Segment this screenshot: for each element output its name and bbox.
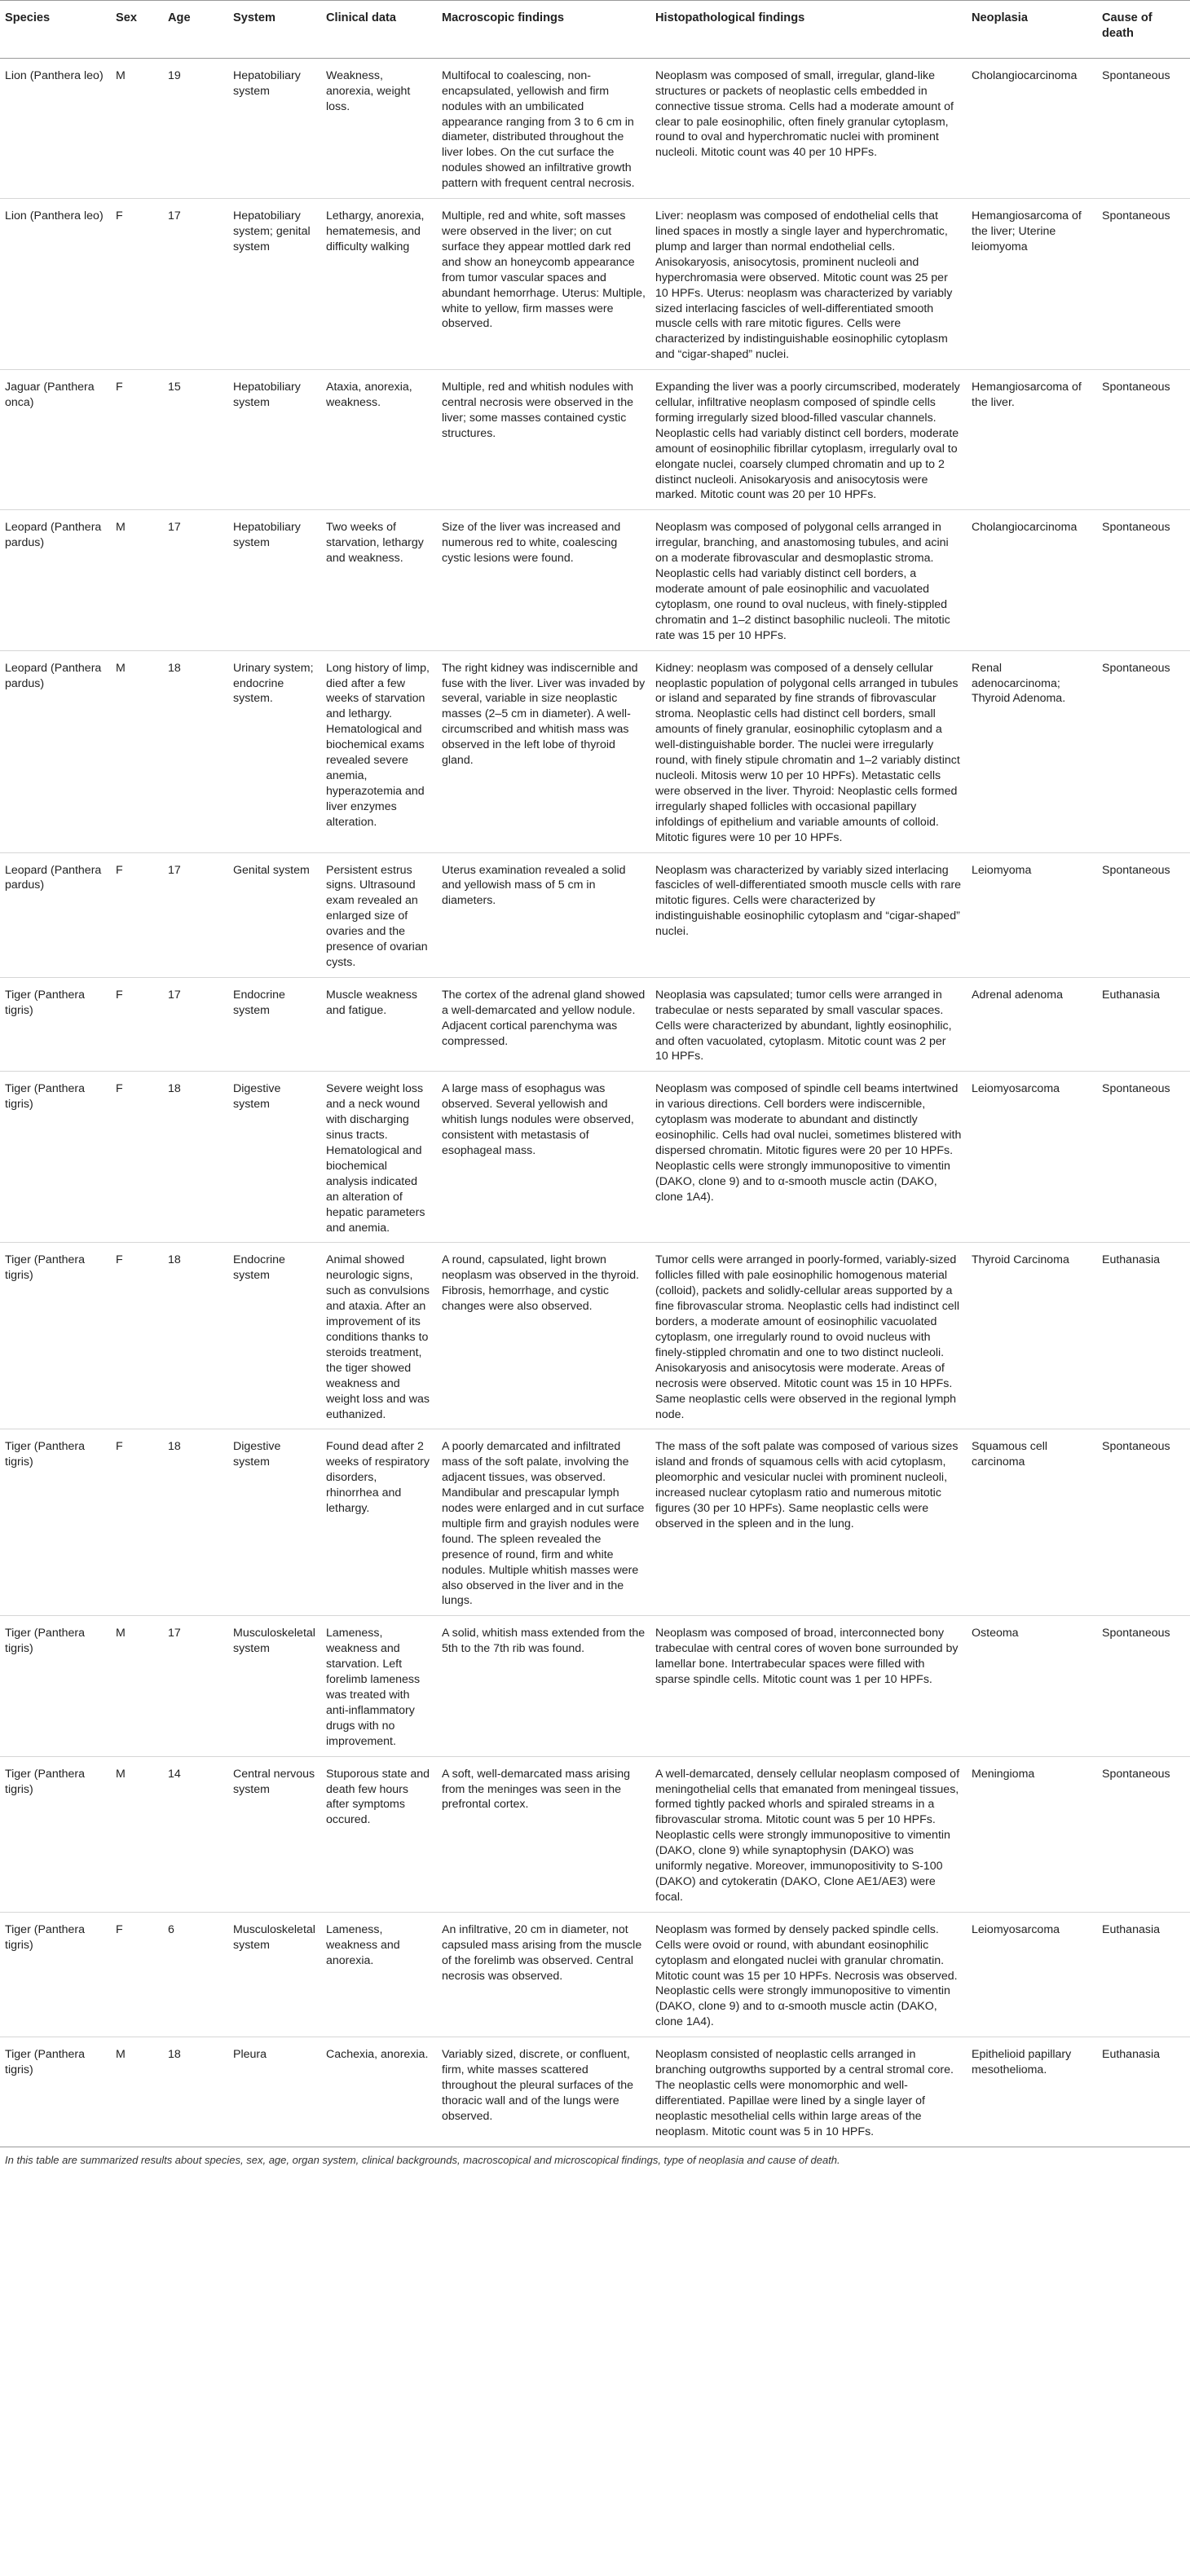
cell-age: 17: [163, 977, 228, 1072]
cell-clinical: Cachexia, anorexia.: [321, 2037, 437, 2147]
cell-age: 18: [163, 1429, 228, 1616]
cell-sex: M: [111, 510, 163, 650]
cell-cause: Spontaneous: [1097, 1429, 1190, 1616]
table-row: [0, 1243, 1190, 1429]
cell-age: 18: [163, 650, 228, 852]
cell-age: 17: [163, 199, 228, 370]
cell-sex: F: [111, 1243, 163, 1429]
cell-histopathological: Neoplasm was composed of small, irregular, gland-like structures or packets of neoplastic cells embedded in connective tissue stroma. Cells had a moderate amount of clear to pale eosinophilic, often finely granular cytoplasm, round to oval and hyperchromatic nuclei with prominent nucleoli. Mitotic count was 40 per 10 HPFs.: [650, 58, 967, 198]
cell-cause: Euthanasia: [1097, 1243, 1190, 1429]
cell-species: Tiger (Panthera tigris): [0, 1756, 111, 1912]
cell-system: Musculoskeletal system: [228, 1912, 321, 2037]
table-row: [0, 1912, 1190, 2037]
cell-cause: Spontaneous: [1097, 852, 1190, 977]
cell-histopathological: Kidney: neoplasm was composed of a densely cellular neoplastic population of polygonal cells arranged in tubules or island and separated by fine strands of fibrovascular stroma. Neoplastic cells had distinct cell borders, small amounts of finely granular, eosinophilic cytoplasm and a well-distinguishable border. The nuclei were irregularly round, with finely stipule chromatin and 1–2 variably distinct nucleoli. Mitosis werw 10 per 10 HPFs). Metastatic cells were observed in the liver. Thyroid: Neoplastic cells formed irregularly shaped follicles with occasional papillary infoldings of epithelium and variable amounts of colloid. Mitotic figures were 10 per 10 HPFs.: [650, 650, 967, 852]
cell-cause: Spontaneous: [1097, 58, 1190, 198]
cell-clinical: Severe weight loss and a neck wound with discharging sinus tracts. Hematological and biochemical analysis indicated an alteration of hepatic parameters and anemia.: [321, 1072, 437, 1243]
cell-age: 17: [163, 510, 228, 650]
cell-clinical: Lameness, weakness and starvation. Left forelimb lameness was treated with anti-inflammatory drugs with no improvement.: [321, 1616, 437, 1756]
cell-histopathological: Neoplasm consisted of neoplastic cells arranged in branching outgrowths supported by a central stromal core. The neoplastic cells were monomorphic and well-differentiated. Papillae were lined by a single layer of neoplastic mesothelial cells within large areas of the neoplasm. Mitotic count was 5 in 10 HPFs.: [650, 2037, 967, 2147]
header-histopathological: Histopathological findings: [650, 1, 967, 59]
cell-macroscopic: A large mass of esophagus was observed. Several yellowish and whitish lungs nodules were observed, consistent with metastasis of esophageal mass.: [437, 1072, 650, 1243]
cell-macroscopic: A poorly demarcated and infiltrated mass of the soft palate, involving the adjacent tissues, was observed. Mandibular and prescapular lymph nodes were enlarged and in cut surface multiple firm and grayish nodules were found. The spleen revealed the presence of round, firm and white nodules. Multiple whitish masses were also observed in the liver and in the lungs.: [437, 1429, 650, 1616]
cell-species: Tiger (Panthera tigris): [0, 1616, 111, 1756]
cell-neoplasia: Cholangiocarcinoma: [967, 510, 1097, 650]
cell-system: Hepatobiliary system; genital system: [228, 199, 321, 370]
table-row: [0, 199, 1190, 370]
cell-neoplasia: Renal adenocarcinoma; Thyroid Adenoma.: [967, 650, 1097, 852]
cell-histopathological: Liver: neoplasm was composed of endothelial cells that lined spaces in mostly a single layer and hyperchromatic, plump and larger than normal endothelial cells. Anisokaryosis, anisocytosis, prominent nucleoli and hyperchromasia were observed. Mitotic count was 25 per 10 HPFs. Uterus: neoplasm was characterized by variably sized interlacing fascicles of well-differentiated smooth muscle cells with rare mitotic figures. Cells were characterized by indistinguishable eosinophilic cytoplasm and “cigar-shaped” nuclei.: [650, 199, 967, 370]
cell-sex: F: [111, 199, 163, 370]
cell-clinical: Lethargy, anorexia, hematemesis, and difficulty walking: [321, 199, 437, 370]
cell-species: Leopard (Panthera pardus): [0, 510, 111, 650]
cell-age: 17: [163, 1616, 228, 1756]
cell-neoplasia: Meningioma: [967, 1756, 1097, 1912]
cell-sex: F: [111, 1429, 163, 1616]
cell-neoplasia: Epithelioid papillary mesothelioma.: [967, 2037, 1097, 2147]
cell-macroscopic: Variably sized, discrete, or confluent, firm, white masses scattered throughout the pleural surfaces of the thoracic wall and of the lungs were observed.: [437, 2037, 650, 2147]
header-clinical: Clinical data: [321, 1, 437, 59]
cell-sex: M: [111, 2037, 163, 2147]
cell-histopathological: Neoplasm was composed of broad, interconnected bony trabeculae with central cores of woven bone surrounded by lamellar bone. Intertrabecular spaces were filled with sparse spindle cells. Mitotic count was 1 per 10 HPFs.: [650, 1616, 967, 1756]
cell-macroscopic: A round, capsulated, light brown neoplasm was observed in the thyroid. Fibrosis, hemorrhage, and cystic changes were also observed.: [437, 1243, 650, 1429]
cell-clinical: Two weeks of starvation, lethargy and weakness.: [321, 510, 437, 650]
cell-histopathological: Neoplasia was capsulated; tumor cells were arranged in trabeculae or nests separated by small vascular spaces. Cells were characterized by abundant, lightly eosinophilic, and often vacuolated, cytoplasm. Mitotic count was 2 per 10 HPFs.: [650, 977, 967, 1072]
cell-sex: F: [111, 370, 163, 510]
cell-species: Tiger (Panthera tigris): [0, 977, 111, 1072]
cell-cause: Spontaneous: [1097, 370, 1190, 510]
header-sex: Sex: [111, 1, 163, 59]
header-row: [0, 1, 1190, 59]
cell-system: Hepatobiliary system: [228, 58, 321, 198]
cell-system: Endocrine system: [228, 1243, 321, 1429]
cell-neoplasia: Squamous cell carcinoma: [967, 1429, 1097, 1616]
header-cause: Cause of death: [1097, 1, 1190, 59]
table-row: [0, 370, 1190, 510]
cell-age: 15: [163, 370, 228, 510]
cell-age: 17: [163, 852, 228, 977]
cell-sex: M: [111, 1756, 163, 1912]
cell-neoplasia: Hemangiosarcoma of the liver.: [967, 370, 1097, 510]
cell-macroscopic: Multiple, red and whitish nodules with central necrosis were observed in the liver; some masses contained cystic structures.: [437, 370, 650, 510]
cell-age: 18: [163, 2037, 228, 2147]
cell-neoplasia: Thyroid Carcinoma: [967, 1243, 1097, 1429]
header-macroscopic: Macroscopic findings: [437, 1, 650, 59]
cell-sex: M: [111, 650, 163, 852]
header-species: Species: [0, 1, 111, 59]
cell-species: Lion (Panthera leo): [0, 58, 111, 198]
table-footnote: In this table are summarized results about species, sex, age, organ system, clinical backgrounds, macroscopical and microscopical findings, type of neoplasia and cause of death.: [5, 2153, 840, 2166]
cell-cause: Spontaneous: [1097, 199, 1190, 370]
cell-neoplasia: Leiomyosarcoma: [967, 1912, 1097, 2037]
cell-histopathological: Neoplasm was formed by densely packed spindle cells. Cells were ovoid or round, with abundant eosinophilic cytoplasm and elongated nuclei with granular chromatin. Mitotic count was 15 per 10 HPFs. Necrosis was observed. Neoplastic cells were strongly immunopositive to vimentin (DAKO, clone 9) and to α-smooth muscle actin (DAKO, clone 1A4).: [650, 1912, 967, 2037]
table-row: [0, 977, 1190, 1072]
cell-sex: M: [111, 1616, 163, 1756]
cell-sex: F: [111, 977, 163, 1072]
cell-macroscopic: Multiple, red and white, soft masses were observed in the liver; on cut surface they appear mottled dark red and show an honeycomb appearance from tumor vascular spaces and abundant hemorrhage. Uterus: Multiple, white to yellow, firm masses were observed.: [437, 199, 650, 370]
table-row: [0, 1072, 1190, 1243]
cell-histopathological: Neoplasm was composed of polygonal cells arranged in irregular, branching, and anastomosing tubules, and acini on a moderate fibrovascular and desmoplastic stroma. Neoplastic cells had variably distinct cell borders, a moderate amount of pale eosinophilic and vacuolated cytoplasm, one round to oval nucleus, with finely-stippled chromatin and 1–2 distinct basophilic nucleoli. The mitotic rate was 15 per 10 HPFs.: [650, 510, 967, 650]
header-system: System: [228, 1, 321, 59]
cell-age: 18: [163, 1243, 228, 1429]
table-row: [0, 852, 1190, 977]
cell-cause: Spontaneous: [1097, 1756, 1190, 1912]
cell-clinical: Found dead after 2 weeks of respiratory disorders, rhinorrhea and lethargy.: [321, 1429, 437, 1616]
cell-histopathological: A well-demarcated, densely cellular neoplasm composed of meningothelial cells that emanated from meningeal tissues, formed tightly packed whorls and spiraled streams in a fibrovascular stroma. Mitotic count was 5 per 10 HPFs. Neoplastic cells were strongly immunopositive to vimentin (DAKO, clone 9) while synaptophysin (DAKO) was uniformly negative. Moreover, immunopositivity to S-100 (DAKO) and cytokeratin (DAKO, Clone AE1/AE3) were focal.: [650, 1756, 967, 1912]
cell-species: Jaguar (Panthera onca): [0, 370, 111, 510]
cell-clinical: Persistent estrus signs. Ultrasound exam revealed an enlarged size of ovaries and the presence of ovarian cysts.: [321, 852, 437, 977]
cell-macroscopic: The right kidney was indiscernible and fuse with the liver. Liver was invaded by several, variable in size neoplastic masses (2–5 cm in diameter). A well-circumscribed and whitish mass was observed in the left lobe of thyroid gland.: [437, 650, 650, 852]
cell-cause: Spontaneous: [1097, 1616, 1190, 1756]
cell-age: 6: [163, 1912, 228, 2037]
cell-macroscopic: The cortex of the adrenal gland showed a well-demarcated and yellow nodule. Adjacent cortical parenchyma was compressed.: [437, 977, 650, 1072]
cell-neoplasia: Leiomyoma: [967, 852, 1097, 977]
cell-species: Tiger (Panthera tigris): [0, 2037, 111, 2147]
cell-macroscopic: Multifocal to coalescing, non-encapsulated, yellowish and firm nodules with an umbilicated appearance ranging from 3 to 6 cm in diameter, distributed throughout the liver lobes. On the cut surface the nodules showed an infiltrative growth pattern with frequent central necrosis.: [437, 58, 650, 198]
cell-histopathological: Expanding the liver was a poorly circumscribed, moderately cellular, infiltrative neoplasm composed of spindle cells forming irregularly sized blood-filled vascular channels. Neoplastic cells had variably distinct cell borders, moderate amount of eosinophilic fibrillar cytoplasm, irregularly oval to elongate nuclei, coarsely clumped chromatin and up to 2 distinct nucleoli. Anisokaryosis and anisocytosis were marked. Mitotic count was 20 per 10 HPFs.: [650, 370, 967, 510]
cell-macroscopic: A soft, well-demarcated mass arising from the meninges was seen in the prefrontal cortex.: [437, 1756, 650, 1912]
cell-species: Tiger (Panthera tigris): [0, 1429, 111, 1616]
header-age: Age: [163, 1, 228, 59]
cell-histopathological: The mass of the soft palate was composed of various sizes island and fronds of squamous cells with acid cytoplasm, pleomorphic and vesicular nuclei with prominent nucleoli, increased nuclear cytoplasm ratio and numerous mitotic figures (30 per 10 HPFs). Same neoplastic cells were observed in the spleen and in the lung.: [650, 1429, 967, 1616]
cell-cause: Spontaneous: [1097, 650, 1190, 852]
cell-species: Tiger (Panthera tigris): [0, 1072, 111, 1243]
cell-age: 19: [163, 58, 228, 198]
cell-clinical: Ataxia, anorexia, weakness.: [321, 370, 437, 510]
table-row: [0, 510, 1190, 650]
cell-clinical: Lameness, weakness and anorexia.: [321, 1912, 437, 2037]
cell-species: Lion (Panthera leo): [0, 199, 111, 370]
cell-cause: Euthanasia: [1097, 2037, 1190, 2147]
table-row: [0, 650, 1190, 852]
cell-neoplasia: Cholangiocarcinoma: [967, 58, 1097, 198]
cell-system: Central nervous system: [228, 1756, 321, 1912]
cell-system: Genital system: [228, 852, 321, 977]
cell-sex: F: [111, 852, 163, 977]
cell-system: Musculoskeletal system: [228, 1616, 321, 1756]
cell-system: Hepatobiliary system: [228, 370, 321, 510]
cell-age: 14: [163, 1756, 228, 1912]
cell-histopathological: Neoplasm was composed of spindle cell beams intertwined in various directions. Cell borders were indiscernible, cytoplasm was moderate to abundant and distinctly eosinophilic. Cells had oval nuclei, sometimes blistered with dispersed chromatin. Mitotic figures were 20 per 10 HPFs. Neoplastic cells were strongly immunopositive to vimentin (DAKO, clone 9) and to α-smooth muscle actin (DAKO, clone 1A4).: [650, 1072, 967, 1243]
cell-macroscopic: A solid, whitish mass extended from the 5th to the 7th rib was found.: [437, 1616, 650, 1756]
cell-species: Leopard (Panthera pardus): [0, 852, 111, 977]
table-row: [0, 1429, 1190, 1616]
cell-system: Urinary system; endocrine system.: [228, 650, 321, 852]
cell-system: Digestive system: [228, 1072, 321, 1243]
cell-species: Tiger (Panthera tigris): [0, 1912, 111, 2037]
cell-macroscopic: An infiltrative, 20 cm in diameter, not capsuled mass arising from the muscle of the forelimb was observed. Central necrosis was observed.: [437, 1912, 650, 2037]
cell-sex: M: [111, 58, 163, 198]
cell-system: Digestive system: [228, 1429, 321, 1616]
cell-neoplasia: Hemangiosarcoma of the liver; Uterine leiomyoma: [967, 199, 1097, 370]
cell-cause: Euthanasia: [1097, 1912, 1190, 2037]
cell-neoplasia: Leiomyosarcoma: [967, 1072, 1097, 1243]
cell-system: Endocrine system: [228, 977, 321, 1072]
table-row: [0, 2037, 1190, 2147]
cell-clinical: Muscle weakness and fatigue.: [321, 977, 437, 1072]
header-neoplasia: Neoplasia: [967, 1, 1097, 59]
cell-histopathological: Tumor cells were arranged in poorly-formed, variably-sized follicles filled with pale eosinophilic homogenous material (colloid), packets and solidly-cellular areas supported by a fine fibrovascular stroma. Neoplastic cells had indistinct cell borders, a moderate amount of eosinophilic vacuolated cytoplasm, one irregularly round to ovoid nucleus with finely-stippled chromatin and one to two distinct nucleoli. Anisokaryosis and anisocytosis were moderate. Areas of necrosis were observed. Mitotic count was 15 in 10 HPFs. Same neoplastic cells were observed in the regional lymph node.: [650, 1243, 967, 1429]
cell-cause: Euthanasia: [1097, 977, 1190, 1072]
cell-macroscopic: Size of the liver was increased and numerous red to white, coalescing cystic lesions were found.: [437, 510, 650, 650]
cell-system: Pleura: [228, 2037, 321, 2147]
cell-species: Leopard (Panthera pardus): [0, 650, 111, 852]
table-row: [0, 58, 1190, 198]
cell-cause: Spontaneous: [1097, 1072, 1190, 1243]
cell-neoplasia: Osteoma: [967, 1616, 1097, 1756]
cell-cause: Spontaneous: [1097, 510, 1190, 650]
cell-clinical: Animal showed neurologic signs, such as convulsions and ataxia. After an improvement of its conditions thanks to steroids treatment, the tiger showed weakness and weight loss and was euthanized.: [321, 1243, 437, 1429]
table-row: [0, 1616, 1190, 1756]
cell-clinical: Stuporous state and death few hours after symptoms occured.: [321, 1756, 437, 1912]
cell-species: Tiger (Panthera tigris): [0, 1243, 111, 1429]
cell-system: Hepatobiliary system: [228, 510, 321, 650]
cell-sex: F: [111, 1072, 163, 1243]
cell-sex: F: [111, 1912, 163, 2037]
cell-clinical: Weakness, anorexia, weight loss.: [321, 58, 437, 198]
table-row: [0, 1756, 1190, 1912]
cell-age: 18: [163, 1072, 228, 1243]
cell-clinical: Long history of limp, died after a few weeks of starvation and lethargy. Hematological and biochemical exams revealed severe anemia, hyperazotemia and liver enzymes alteration.: [321, 650, 437, 852]
cell-histopathological: Neoplasm was characterized by variably sized interlacing fascicles of well-differentiated smooth muscle cells with rare mitotic figures. Cells were characterized by indistinguishable eosinophilic cytoplasm and “cigar-shaped” nuclei.: [650, 852, 967, 977]
cell-macroscopic: Uterus examination revealed a solid and yellowish mass of 5 cm in diameters.: [437, 852, 650, 977]
cell-neoplasia: Adrenal adenoma: [967, 977, 1097, 1072]
